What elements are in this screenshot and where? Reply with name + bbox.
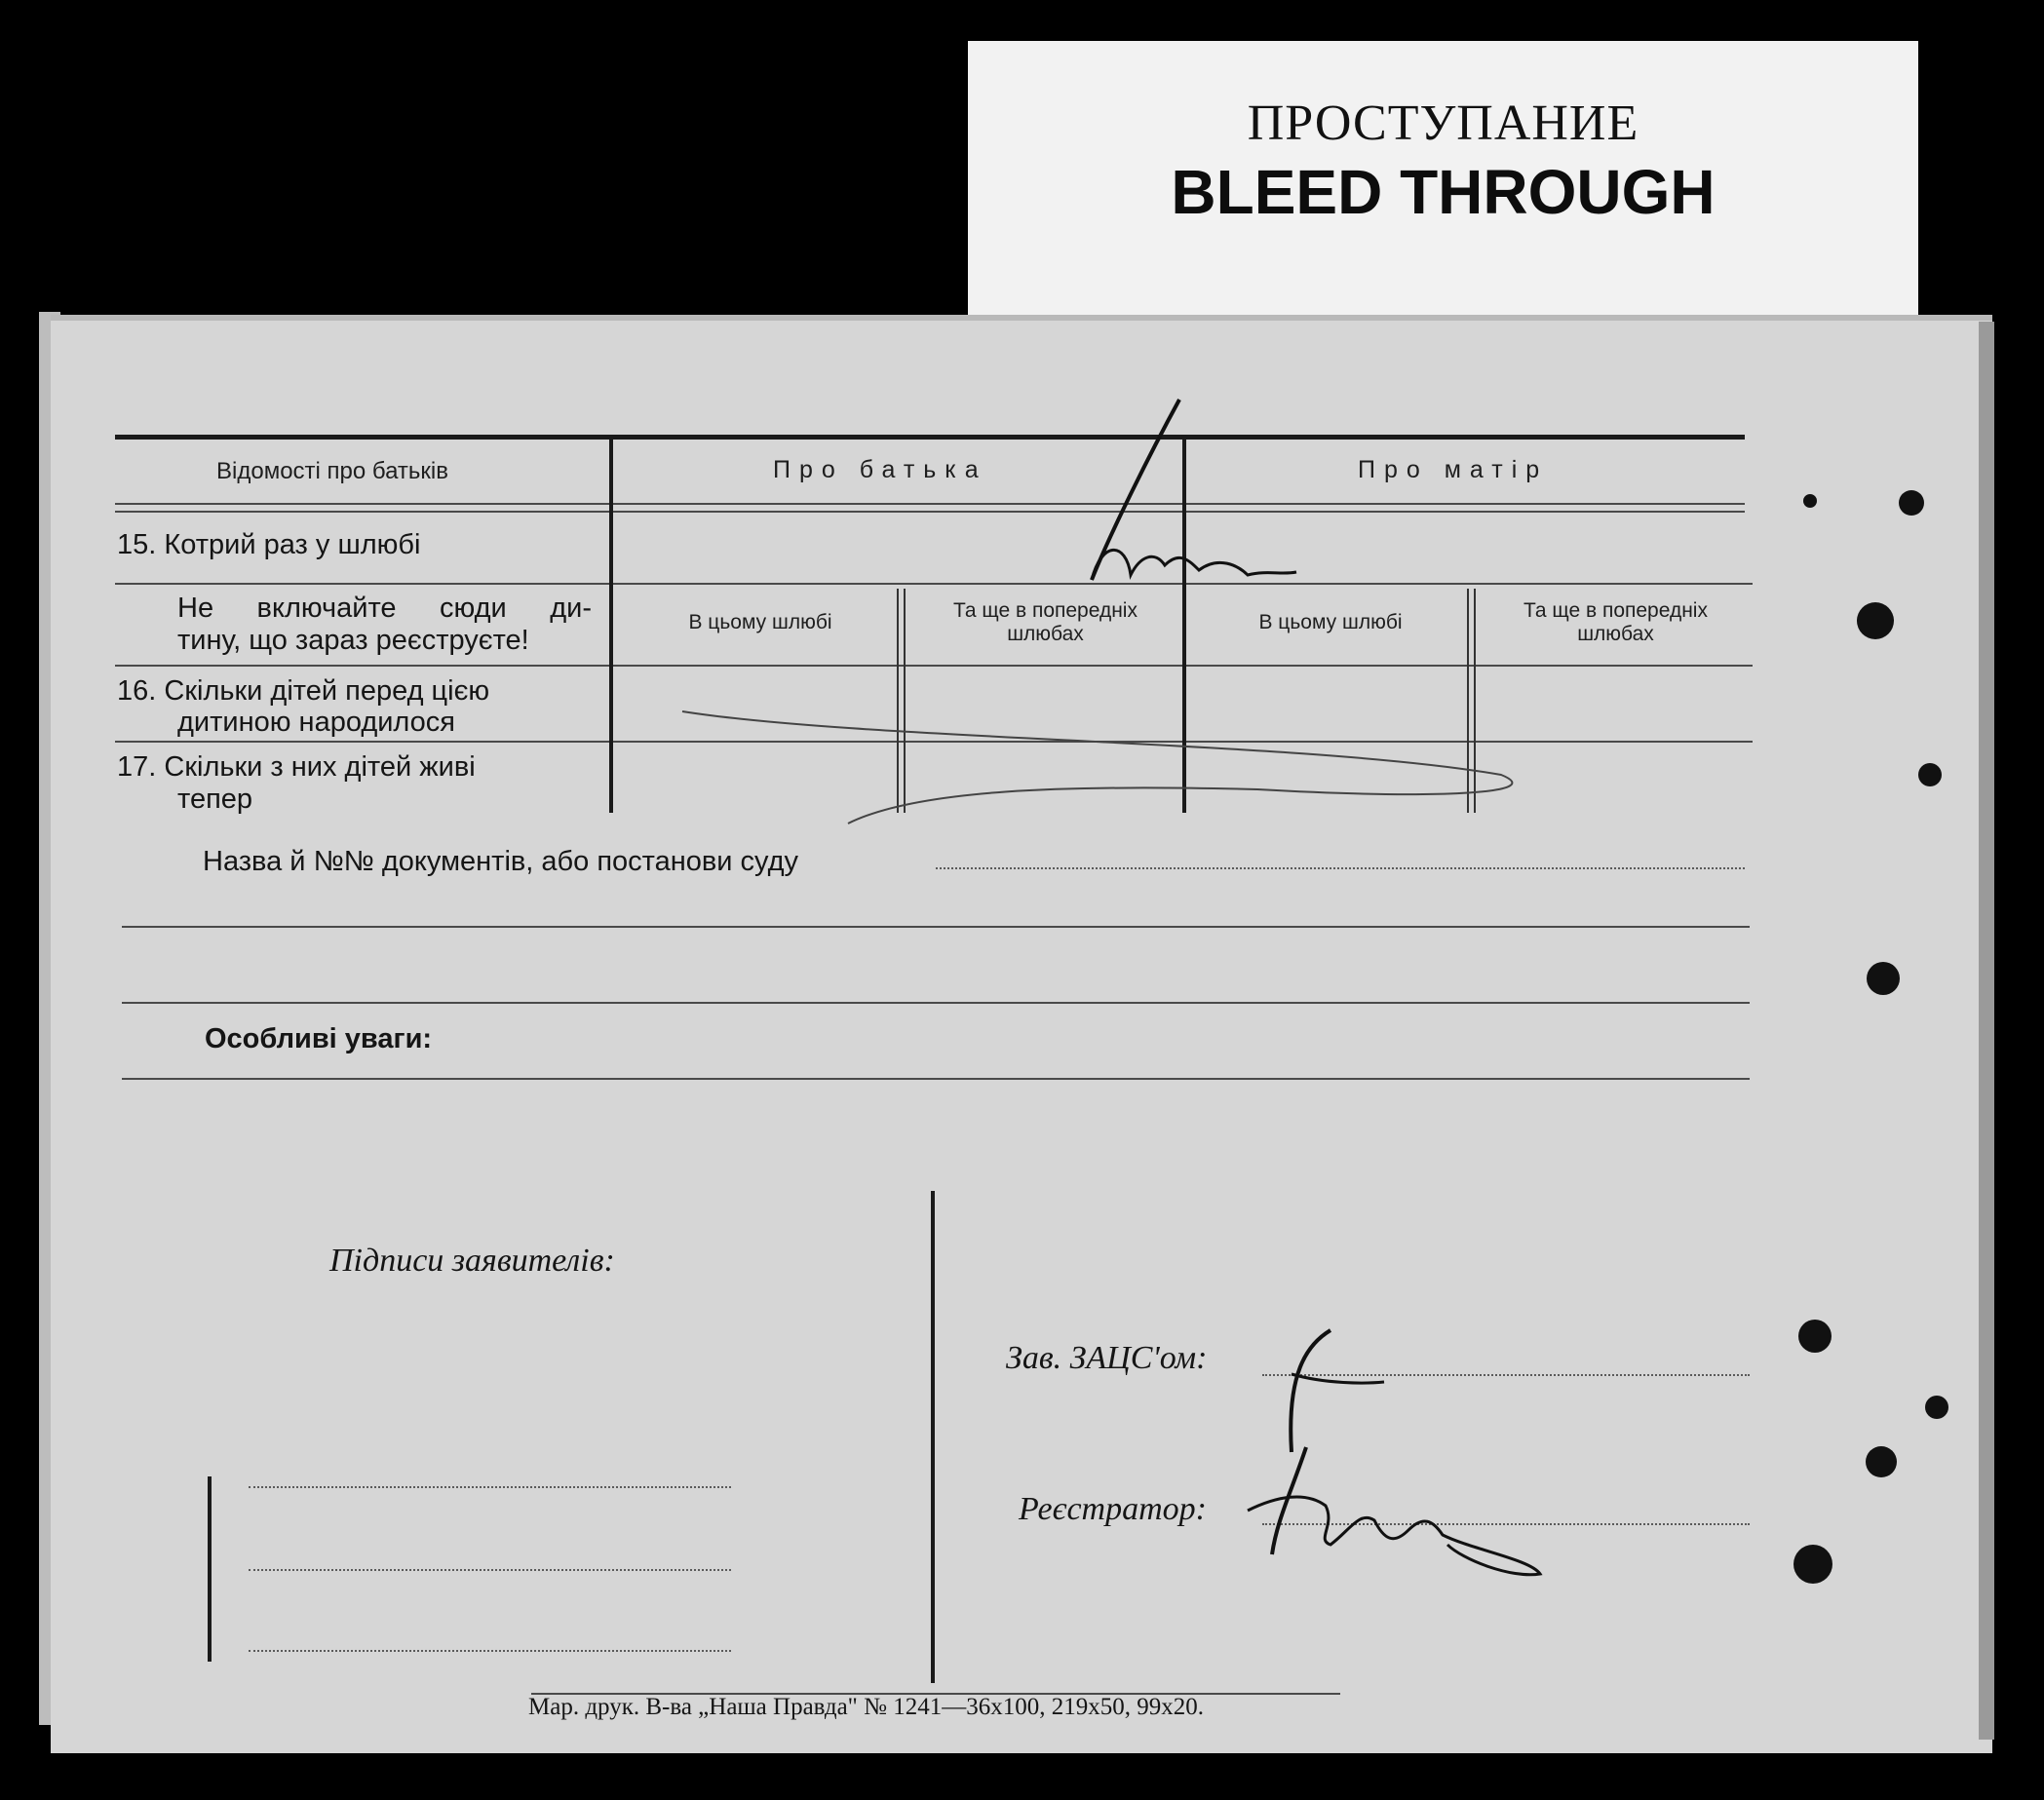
- label-russian-text: ПРОСТУПАНИЕ: [1247, 96, 1639, 151]
- documents-rule: [122, 926, 1750, 928]
- head-of-registry-label: Зав. ЗАЦС'ом:: [1006, 1340, 1208, 1376]
- punch-hole: [1866, 1446, 1897, 1477]
- header-parents-info: Відомості про батьків: [216, 458, 448, 484]
- registrar-label: Реєстратор:: [1019, 1491, 1207, 1527]
- page-edge: [1979, 322, 1994, 1740]
- punch-hole: [1793, 1545, 1832, 1584]
- punch-hole: [1867, 962, 1900, 995]
- table-header-rule-2: [115, 511, 1745, 513]
- punch-hole: [1899, 490, 1924, 516]
- bleed-through-label-card: [968, 41, 1918, 316]
- table-header-rule: [115, 503, 1745, 505]
- punch-hole: [1857, 602, 1894, 639]
- subheader-mother-this-marriage: В цьому шлюбі: [1258, 611, 1403, 633]
- documents-label: Назва й №№ документів, або постанови суду: [203, 846, 799, 877]
- registrar-handwritten-signature: [1238, 1442, 1560, 1579]
- punch-hole: [1918, 763, 1942, 786]
- header-about-mother: Про матір: [1358, 456, 1549, 483]
- table-top-rule: [115, 435, 1745, 440]
- applicant-signature-line-2: [249, 1569, 731, 1571]
- row-15-label: 15. Котрий раз у шлюбі: [117, 529, 421, 560]
- applicants-brace: [208, 1476, 221, 1662]
- printer-imprint: Мар. друк. В-ва „Наша Правда" № 1241—36х100, 219х50, 99х20.: [528, 1694, 1204, 1720]
- subheader-mother-previous-marriages: Та ще в попередніх шлюбах: [1523, 599, 1708, 645]
- applicant-signature-line-1: [249, 1486, 731, 1488]
- subheader-father-this-marriage: В цьому шлюбі: [688, 611, 832, 633]
- row-17-label-line-2: тепер: [177, 784, 253, 815]
- row-16-label-line-1: 16. Скільки дітей перед цією: [117, 675, 490, 707]
- punch-hole: [1925, 1396, 1948, 1419]
- documents-rule-2: [122, 1002, 1750, 1004]
- table-col-divider: [609, 439, 613, 813]
- subheader-father-previous-marriages: Та ще в попередніх шлюбах: [953, 599, 1138, 645]
- handwritten-mark-top: [1072, 395, 1306, 590]
- special-notes-label: Особливі уваги:: [205, 1023, 433, 1054]
- head-handwritten-signature: [1248, 1325, 1423, 1462]
- label-english-text: BLEED THROUGH: [1171, 157, 1716, 227]
- punch-hole: [1803, 494, 1817, 508]
- note-line-1: Не включайте сюди ди-: [177, 593, 592, 624]
- note-line-2: тину, що зараз реєструєте!: [177, 625, 529, 656]
- punch-hole: [1798, 1320, 1832, 1353]
- special-notes-rule: [122, 1078, 1750, 1080]
- table-row15-rule: [115, 583, 1753, 585]
- row-17-label-line-1: 17. Скільки з них дітей живі: [117, 751, 476, 783]
- applicants-signatures-label: Підписи заявителів:: [329, 1243, 615, 1279]
- row-16-label-line-2: дитиною народилося: [177, 707, 456, 738]
- table-subheader-rule: [115, 665, 1753, 667]
- header-about-father: Про батька: [773, 456, 987, 483]
- bleed-through-stroke: [673, 702, 1550, 828]
- documents-dotted-line: [936, 867, 1745, 869]
- signatures-divider: [931, 1191, 935, 1683]
- applicant-signature-line-3: [249, 1650, 731, 1652]
